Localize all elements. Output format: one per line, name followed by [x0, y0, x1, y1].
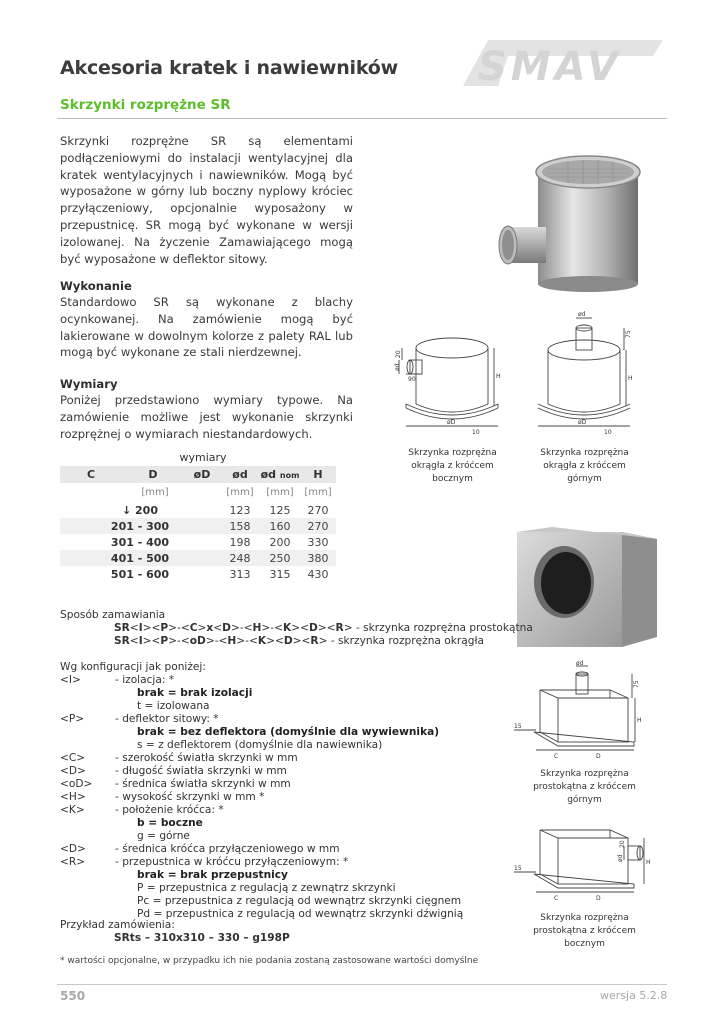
col-od: ød	[220, 466, 260, 483]
dim-oD-2: øD	[578, 419, 587, 426]
footer-divider	[57, 984, 667, 985]
drawing-round-side	[392, 322, 512, 444]
wymiary-text: Poniżej przedstawiono wymiary typowe. Na zamówienie możliwe jest wykonanie skrzynki rozprężnej o wymiarach niestandardowych.	[60, 393, 353, 441]
config-option: P = przepustnica z regulacją z zewnątrz skrzynki	[137, 882, 396, 894]
dim-d-4: D	[596, 895, 601, 902]
caption-rect-top: Skrzynka rozprężna prostokątna z króćcem górnym	[533, 769, 636, 805]
table-row: 501 - 600 313 315 430	[110, 567, 329, 581]
config-option: brak = brak izolacji	[137, 687, 253, 699]
config-desc: - średnica światła skrzynki w mm	[115, 778, 291, 790]
example-label: Przykład zamówienia:	[60, 919, 175, 931]
caption-round-top: Skrzynka rozprężna okrągła z króćcem górnym	[540, 448, 629, 484]
dim-oD: øD	[447, 419, 456, 426]
config-key: <C>	[60, 752, 86, 764]
table-row: ↓ 200 123 125 270	[121, 503, 329, 517]
dim-75: 75	[625, 330, 632, 338]
table-header-row	[60, 466, 336, 483]
col-oD: øD	[184, 466, 220, 483]
config-desc: - długość światła skrzynki w mm	[115, 765, 287, 777]
config-option: Pc = przepustnica z regulacją od wewnątrz skrzynki cięgnem	[137, 895, 462, 907]
col-d: D	[122, 466, 184, 483]
config-desc: - przepustnica w króćcu przyłączeniowym: *	[115, 856, 349, 868]
config-key: <H>	[60, 791, 86, 803]
table-row: 401 - 500 248 250 380	[60, 550, 336, 566]
caption-rect-side: Skrzynka rozprężna prostokątna z króćcem bocznym	[533, 913, 636, 949]
dim-c-3: C	[554, 753, 559, 760]
wymiary-title: Wymiary	[60, 377, 118, 391]
config-key: <I>	[60, 674, 81, 686]
config-option: brak = bez deflektora (domyślnie dla wywiewnika)	[137, 726, 440, 738]
config-key: <D>	[60, 765, 86, 777]
version: wersja 5.2.8	[600, 989, 668, 1002]
config-item	[60, 843, 500, 856]
page-number: 550	[60, 989, 86, 1003]
dim-d-3: D	[596, 753, 601, 760]
dim-od: ød	[394, 363, 401, 371]
config-desc: - izolacja: *	[115, 674, 175, 686]
intro-text: Skrzynki rozprężne SR są elementami podłączeniowymi do instalacji wentylacyjnej dla kratek wentylacyjnych i nawiewników. Mogą być wyposażone w górny lub boczny nyplowy króciec przyłączeniowy, opcjonalnie wyposażony w przepustnicę. SR mogą być wykonane w wersji izolowanej. Na życzenie Zamawiającego mogą być wyposażone w deflektor sitowy.	[60, 134, 353, 266]
config-item	[60, 713, 500, 726]
order-label: Sposób zamawiania	[60, 609, 166, 621]
table-row: 201 - 300 158 160 270	[60, 518, 336, 534]
config-item	[60, 674, 500, 687]
table-unit-row: [mm] [mm] [mm] [mm]	[141, 487, 332, 498]
config-key: <P>	[60, 713, 85, 725]
dim-75-3: 75	[633, 680, 640, 688]
config-option: g = górne	[137, 830, 190, 842]
footnote: * wartości opcjonalne, w przypadku ich nie podania zostaną zastosowane wartości domyślne	[60, 956, 479, 966]
dim-c-4: C	[554, 895, 559, 902]
section-subtitle: Skrzynki rozprężne SR	[60, 97, 231, 113]
table-row: 301 - 400 198 200 330	[110, 535, 329, 549]
config-option: s = z deflektorem (domyślnie dla nawiewnika)	[137, 739, 383, 751]
config-desc: - deflektor sitowy: *	[115, 713, 219, 725]
dim-20-4: 20	[619, 840, 626, 848]
config-key: <K>	[60, 804, 85, 816]
dim-h-2: H	[628, 375, 633, 382]
dim-od-3: ød	[576, 660, 584, 667]
config-desc: - wysokość skrzynki w mm *	[115, 791, 265, 803]
page-title: Akcesoria kratek i nawiewników	[60, 57, 398, 79]
dim-10-2: 10	[604, 429, 612, 436]
example-code: SRts – 310x310 – 330 – g198P	[114, 932, 290, 944]
wykonanie-title: Wykonanie	[60, 279, 132, 293]
dim-h-4: H	[646, 859, 651, 866]
config-item	[60, 765, 500, 778]
dim-15-3: 15	[514, 723, 522, 730]
dim-20: 20	[395, 350, 402, 358]
caption-round-side: Skrzynka rozprężna okrągła z króćcem bocznym	[408, 448, 497, 484]
config-item	[60, 778, 500, 791]
config-item	[60, 804, 500, 817]
dim-od-4: ød	[617, 854, 624, 862]
config-option: b = boczne	[137, 817, 203, 829]
drawing-rect-top	[510, 660, 650, 768]
config-option: Pd = przepustnica z regulacją od wewnątrz skrzynki dźwignią	[137, 908, 464, 920]
col-c: C	[60, 466, 122, 483]
config-desc: - średnica króćca przyłączeniowego w mm	[115, 843, 340, 855]
dim-od-2: ød	[578, 311, 586, 318]
order-code-round: SR<I><P>-<oD>-<H>-<K><D><R> - skrzynka rozprężna okrągła	[114, 635, 484, 647]
table-title: wymiary	[179, 451, 227, 464]
config-key: <oD>	[60, 778, 93, 790]
col-h: H	[300, 466, 336, 483]
drawing-round-top	[530, 308, 650, 444]
config-option: t = izolowana	[137, 700, 210, 712]
config-desc: - położenie króćca: *	[115, 804, 224, 816]
dim-h-3: H	[637, 717, 642, 724]
round-box-photo	[498, 152, 648, 292]
config-item	[60, 752, 500, 765]
config-option: brak = brak przepustnicy	[137, 869, 288, 881]
drawing-rect-side	[510, 822, 650, 910]
config-intro: Wg konfiguracji jak poniżej:	[60, 661, 206, 673]
brand-logo	[448, 38, 668, 88]
dim-90: 90	[408, 376, 416, 383]
col-od-nom: ød nom	[260, 468, 300, 481]
dim-15-4: 15	[514, 865, 522, 872]
order-code-rect: SR<I><P>-<C>x<D>-<H>-<K><D><R> - skrzynka rozprężna prostokątna	[114, 622, 533, 634]
svg-text:SMAV: SMAV	[478, 44, 622, 90]
wykonanie-text: Standardowo SR są wykonane z blachy ocynkowanej. Na zamówienie mogą być lakierowane w dowolnym kolorze z palety RAL lub mogą być wykonane ze stali nierdzewnej.	[60, 295, 353, 360]
config-desc: - szerokość światła skrzynki w mm	[115, 752, 298, 764]
config-key: <R>	[60, 856, 86, 868]
header-divider	[57, 118, 667, 119]
config-key: <D>	[60, 843, 86, 855]
rect-box-photo	[512, 527, 662, 652]
config-item	[60, 791, 500, 804]
dimensions-table	[60, 466, 336, 582]
dim-h: H	[496, 373, 501, 380]
dim-10: 10	[472, 429, 480, 436]
config-item	[60, 856, 500, 869]
